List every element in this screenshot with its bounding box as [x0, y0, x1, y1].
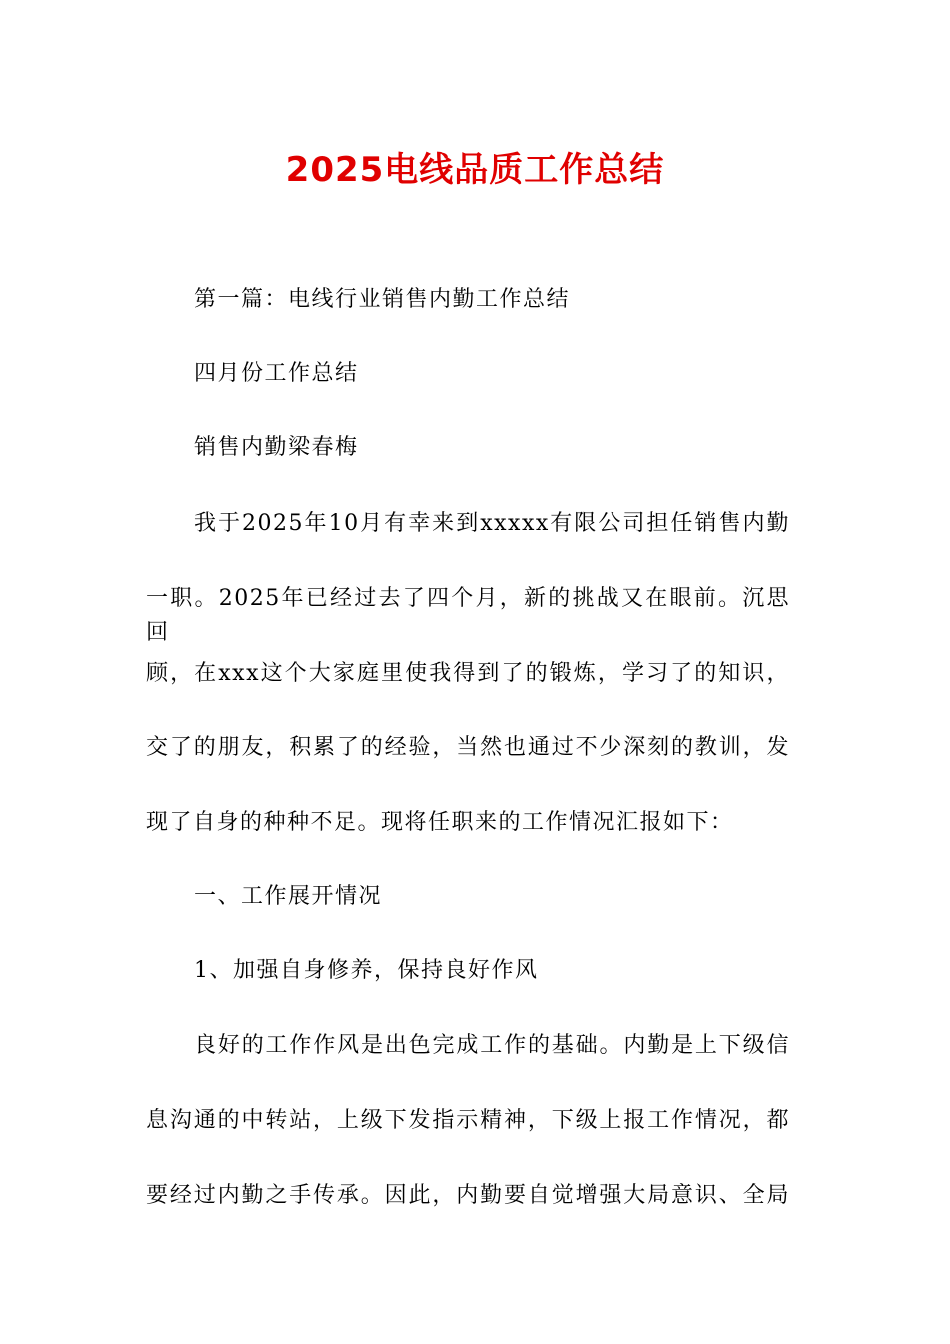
document-title: 2025电线品质工作总结 [285, 150, 665, 190]
paragraph-line: 息沟通的中转站，上级下发指示精神，下级上报工作情况，都 [146, 1108, 790, 1133]
paragraph-line: 我于2025年10月有幸来到xxxxx有限公司担任销售内勤 [194, 511, 790, 536]
paragraph-line: 交了的朋友，积累了的经验，当然也通过不少深刻的教训，发 [146, 735, 790, 760]
paragraph-line: 良好的工作作风是出色完成工作的基础。内勤是上下级信 [194, 1033, 790, 1058]
subsection-heading: 1、加强自身修养，保持良好作风 [194, 958, 539, 983]
subheading: 四月份工作总结 [194, 361, 359, 386]
paragraph-line: 顾，在xxx这个大家庭里使我得到了的锻炼，学习了的知识， [146, 661, 790, 686]
paragraph-line: 要经过内勤之手传承。因此，内勤要自觉增强大局意识、全局 [146, 1183, 790, 1208]
section-heading: 第一篇：电线行业销售内勤工作总结 [194, 287, 571, 312]
section-heading: 一、工作展开情况 [194, 884, 383, 909]
paragraph-line: 一职。2025年已经过去了四个月，新的挑战又在眼前。沉思回 [146, 586, 790, 645]
paragraph-line: 现了自身的种种不足。现将任职来的工作情况汇报如下： [146, 810, 734, 835]
author-line: 销售内勤梁春梅 [194, 435, 359, 460]
